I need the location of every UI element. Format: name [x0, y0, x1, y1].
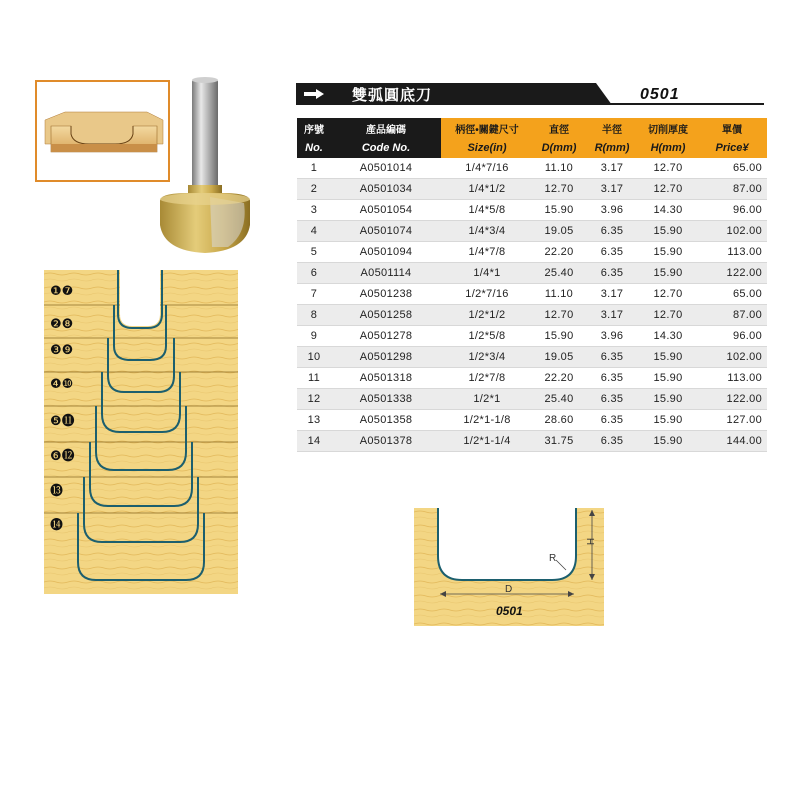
row-no-cell: 1: [297, 158, 331, 179]
row-d-cell: 12.70: [533, 305, 585, 326]
row-d-cell: 15.90: [533, 200, 585, 221]
row-no-cell: 5: [297, 242, 331, 263]
row-no-cell: 3: [297, 200, 331, 221]
row-r-cell: 6.35: [585, 221, 639, 242]
row-r-cell: 6.35: [585, 368, 639, 389]
table-row: [297, 284, 767, 305]
col-header-h-zh: 切削厚度: [639, 118, 697, 138]
table-row: [297, 347, 767, 368]
diagram-model-label: 0501: [496, 604, 523, 618]
dim-label-d: D: [505, 584, 513, 595]
row-no-cell: 6: [297, 263, 331, 284]
row-h-cell: 15.90: [639, 368, 697, 389]
row-size-cell: 1/4*1/2: [441, 179, 533, 200]
profile-label-7: ⓭: [50, 483, 64, 498]
row-price-cell: 96.00: [697, 326, 767, 347]
row-no-cell: 8: [297, 305, 331, 326]
row-price-cell: 144.00: [697, 431, 767, 452]
row-size-cell: 1/4*1: [441, 263, 533, 284]
row-size-cell: 1/4*7/8: [441, 242, 533, 263]
table-row: [297, 242, 767, 263]
row-h-cell: 14.30: [639, 326, 697, 347]
row-no-cell: 2: [297, 179, 331, 200]
row-size-cell: 1/4*3/4: [441, 221, 533, 242]
table-row: [297, 263, 767, 284]
row-h-cell: 15.90: [639, 242, 697, 263]
row-d-cell: 25.40: [533, 263, 585, 284]
col-header-code-zh: 產品編碼: [331, 118, 441, 138]
row-r-cell: 3.96: [585, 326, 639, 347]
table-row: [297, 410, 767, 431]
row-size-cell: 1/2*3/4: [441, 347, 533, 368]
row-h-cell: 15.90: [639, 347, 697, 368]
col-header-r: R(mm): [585, 138, 639, 158]
row-no-cell: 7: [297, 284, 331, 305]
row-price-cell: 113.00: [697, 242, 767, 263]
row-r-cell: 6.35: [585, 389, 639, 410]
row-price-cell: 122.00: [697, 263, 767, 284]
row-no-cell: 4: [297, 221, 331, 242]
profile-label-5: ❺⓫: [50, 413, 75, 428]
row-size-cell: 1/4*5/8: [441, 200, 533, 221]
col-header-code: Code No.: [331, 138, 441, 158]
row-price-cell: 96.00: [697, 200, 767, 221]
row-code-cell: A0501238: [331, 284, 441, 305]
spec-table: [297, 118, 767, 452]
row-d-cell: 22.20: [533, 242, 585, 263]
row-r-cell: 3.17: [585, 158, 639, 179]
row-r-cell: 6.35: [585, 410, 639, 431]
col-header-no: No.: [297, 138, 331, 158]
row-d-cell: 19.05: [533, 221, 585, 242]
row-size-cell: 1/4*7/16: [441, 158, 533, 179]
row-no-cell: 9: [297, 326, 331, 347]
table-row: [297, 389, 767, 410]
row-d-cell: 19.05: [533, 347, 585, 368]
row-code-cell: A0501114: [331, 263, 441, 284]
row-r-cell: 6.35: [585, 263, 639, 284]
row-d-cell: 22.20: [533, 368, 585, 389]
profile-label-8: ⓮: [50, 517, 64, 532]
row-h-cell: 12.70: [639, 305, 697, 326]
dim-label-h: H: [586, 537, 598, 546]
profile-label-2: ❷❽: [50, 316, 74, 331]
table-row: [297, 200, 767, 221]
row-d-cell: 11.10: [533, 158, 585, 179]
row-code-cell: A0501258: [331, 305, 441, 326]
row-d-cell: 28.60: [533, 410, 585, 431]
row-code-cell: A0501318: [331, 368, 441, 389]
row-price-cell: 65.00: [697, 284, 767, 305]
row-code-cell: A0501034: [331, 179, 441, 200]
row-size-cell: 1/2*1-1/8: [441, 410, 533, 431]
col-header-no-zh: 序號: [297, 118, 331, 138]
row-d-cell: 15.90: [533, 326, 585, 347]
table-row: [297, 431, 767, 452]
row-h-cell: 12.70: [639, 158, 697, 179]
row-h-cell: 14.30: [639, 200, 697, 221]
table-row: [297, 158, 767, 179]
table-row: [297, 305, 767, 326]
row-code-cell: A0501358: [331, 410, 441, 431]
row-code-cell: A0501074: [331, 221, 441, 242]
row-code-cell: A0501278: [331, 326, 441, 347]
row-size-cell: 1/2*7/16: [441, 284, 533, 305]
table-row: [297, 326, 767, 347]
col-header-r-zh: 半徑: [585, 118, 639, 138]
row-h-cell: 15.90: [639, 431, 697, 452]
row-price-cell: 122.00: [697, 389, 767, 410]
row-price-cell: 102.00: [697, 221, 767, 242]
col-header-size-zh: 柄徑•關鍵尺寸: [441, 118, 533, 138]
product-title: 雙弧圓底刀: [352, 86, 433, 104]
row-no-cell: 11: [297, 368, 331, 389]
row-h-cell: 15.90: [639, 389, 697, 410]
col-header-d: D(mm): [533, 138, 585, 158]
row-r-cell: 6.35: [585, 347, 639, 368]
profile-label-4: ❹❿: [50, 376, 74, 391]
row-price-cell: 65.00: [697, 158, 767, 179]
row-d-cell: 25.40: [533, 389, 585, 410]
row-size-cell: 1/2*1: [441, 389, 533, 410]
row-r-cell: 3.17: [585, 284, 639, 305]
row-r-cell: 3.17: [585, 305, 639, 326]
row-r-cell: 3.96: [585, 200, 639, 221]
row-price-cell: 87.00: [697, 179, 767, 200]
col-header-size: Size(in): [441, 138, 533, 158]
row-price-cell: 102.00: [697, 347, 767, 368]
row-h-cell: 12.70: [639, 284, 697, 305]
row-price-cell: 113.00: [697, 368, 767, 389]
spec-table-body: [297, 158, 767, 452]
profile-label-3: ❸❾: [50, 342, 74, 357]
router-bit-image: [150, 75, 260, 265]
row-r-cell: 3.17: [585, 179, 639, 200]
table-row: [297, 179, 767, 200]
row-d-cell: 31.75: [533, 431, 585, 452]
row-h-cell: 15.90: [639, 263, 697, 284]
row-d-cell: 12.70: [533, 179, 585, 200]
row-no-cell: 14: [297, 431, 331, 452]
row-no-cell: 10: [297, 347, 331, 368]
row-r-cell: 6.35: [585, 242, 639, 263]
profile-label-1: ❶❼: [50, 283, 74, 298]
row-code-cell: A0501338: [331, 389, 441, 410]
row-no-cell: 12: [297, 389, 331, 410]
row-price-cell: 87.00: [697, 305, 767, 326]
row-h-cell: 12.70: [639, 179, 697, 200]
col-header-price-zh: 單價: [697, 118, 767, 138]
row-size-cell: 1/2*1-1/4: [441, 431, 533, 452]
dim-label-r: R: [549, 553, 557, 564]
col-header-price: Price¥: [697, 138, 767, 158]
row-price-cell: 127.00: [697, 410, 767, 431]
row-h-cell: 15.90: [639, 410, 697, 431]
row-size-cell: 1/2*5/8: [441, 326, 533, 347]
row-code-cell: A0501298: [331, 347, 441, 368]
row-no-cell: 13: [297, 410, 331, 431]
table-row: [297, 221, 767, 242]
col-header-d-zh: 直徑: [533, 118, 585, 138]
table-row: [297, 368, 767, 389]
row-d-cell: 11.10: [533, 284, 585, 305]
profile-label-6: ❻⓬: [50, 448, 75, 463]
row-code-cell: A0501054: [331, 200, 441, 221]
row-r-cell: 6.35: [585, 431, 639, 452]
row-code-cell: A0501378: [331, 431, 441, 452]
row-code-cell: A0501094: [331, 242, 441, 263]
row-size-cell: 1/2*1/2: [441, 305, 533, 326]
row-size-cell: 1/2*7/8: [441, 368, 533, 389]
row-h-cell: 15.90: [639, 221, 697, 242]
product-model: 0501: [640, 86, 680, 103]
col-header-h: H(mm): [639, 138, 697, 158]
row-code-cell: A0501014: [331, 158, 441, 179]
